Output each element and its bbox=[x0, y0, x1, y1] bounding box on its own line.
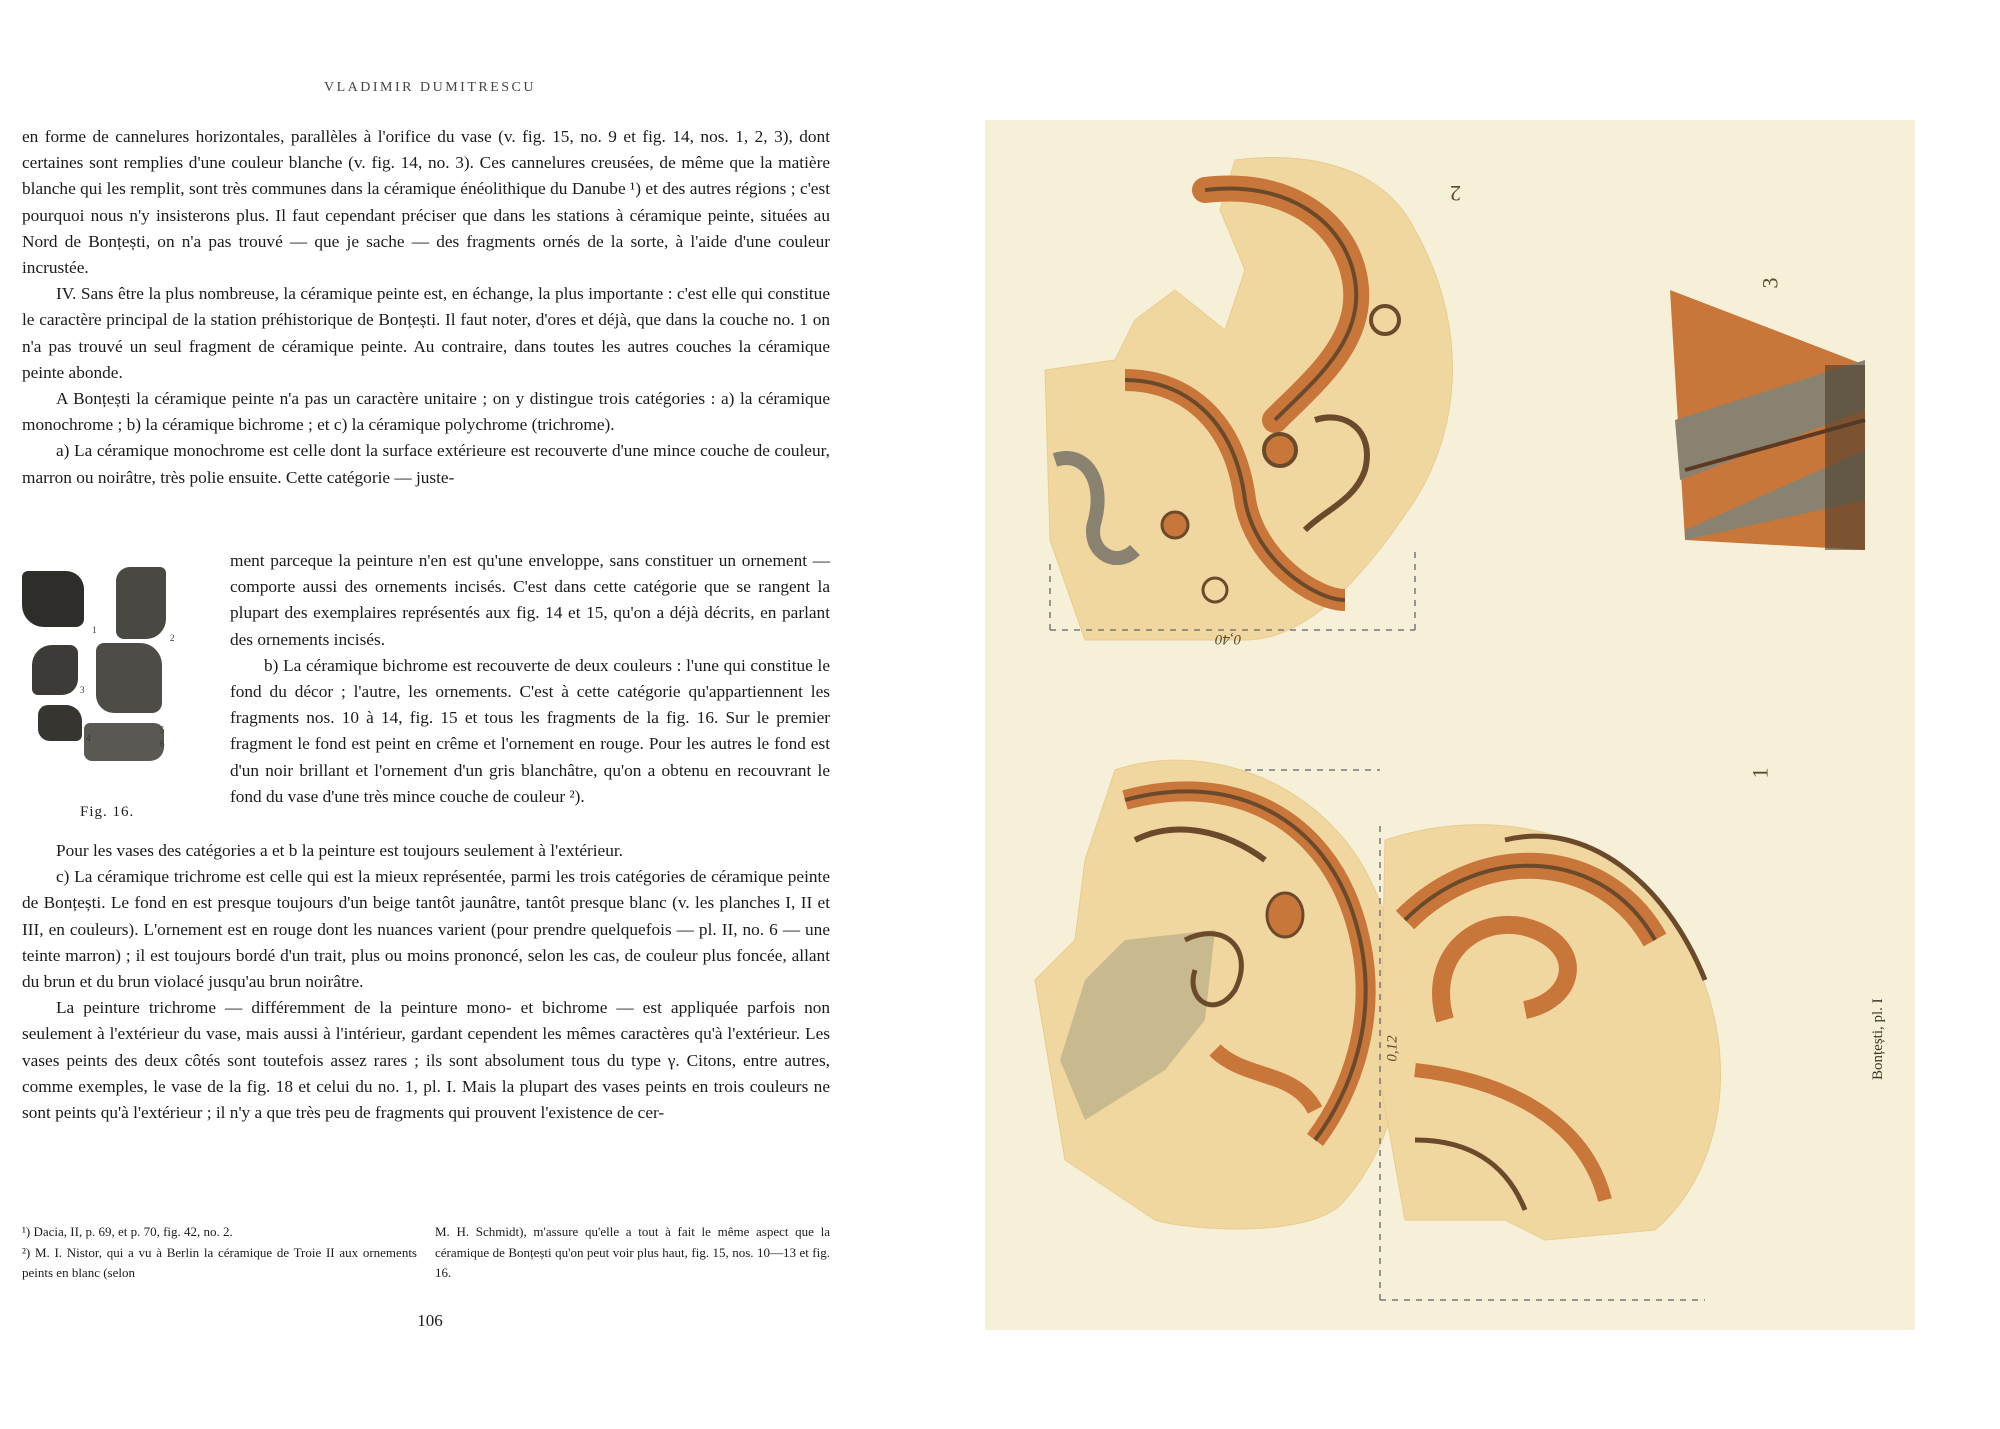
main-text-top bbox=[22, 124, 830, 491]
figure-16-sherds bbox=[20, 565, 185, 765]
plate-caption: Bonțești, pl. I bbox=[1870, 998, 1886, 1080]
figure-number: 4 bbox=[86, 733, 91, 743]
figure-number: 5 bbox=[160, 725, 165, 735]
sherd-fragment-1-left bbox=[1035, 760, 1404, 1229]
text-page bbox=[0, 0, 980, 1429]
plate-label-3: 3 bbox=[1757, 277, 1783, 289]
figure-number: 1 bbox=[92, 625, 97, 635]
plate-label-1: 1 bbox=[1747, 767, 1773, 779]
sherd-6 bbox=[84, 723, 164, 761]
sherd-2 bbox=[116, 567, 166, 639]
paragraph: La peinture trichrome — différemment de la peinture mono- et bichrome — est appliquée parfois non seulement à l'extérieur du vase, mais aussi à l'intérieur, gardant cependent les mêmes caractères qu'à l'extérieur. Les vases peints des deux côtés sont toutefois assez rares ; ils sont absolument tous du type γ. Citons, entre autres, comme exemples, le vase de la fig. 18 et celui du no. 1, pl. I. Mais la plupart des vases peints en trois couleurs ne sont peints qu'à l'extérieur ; il n'y a que très peu de fragments qui prouvent l'existence de cer- bbox=[22, 998, 830, 1123]
figure-number: 3 bbox=[80, 685, 85, 695]
sherd-5 bbox=[38, 705, 82, 741]
figure-number: 2 bbox=[170, 633, 175, 643]
paragraph: IV. Sans être la plus nombreuse, la céramique peinte est, en échange, la plus importante : c'est elle qui constitue le caractère principal de la station préhistorique de Bonțești. Il faut noter, d'ores et déjà, que dans la couche no. 1 on n'a pas trouvé un seul fragment de céramique peinte. Au contraire, dans toutes les autres couches la céramique peinte abonde. bbox=[22, 284, 830, 382]
sherd-4 bbox=[96, 643, 162, 713]
main-text-bottom bbox=[22, 838, 830, 1126]
footnote-column: M. H. Schmidt), m'assure qu'elle a tout à fait le même aspect que la céramique de Bonțești qu'on peut voir plus haut, fig. 15, nos. 10—13 et fig. 16. bbox=[435, 1224, 830, 1280]
paragraph: b) La céramique bichrome est recouverte de deux couleurs : l'une qui constitue le fond du décor ; l'autre, les ornements. C'est à cette catégorie qu'appartiennent les fragments nos. 10 à 14, fig. 15 et tous les fragments de la fig. 16. Sur le premier fragment le fond est peint en crême et l'ornement en rouge. Pour les autres le fond est d'un noir brillant et l'ornement d'un gris blanchâtre, qu'on a obtenu en recouvrant le fond du vase d'une très mince couche de couleur ²). bbox=[230, 655, 830, 806]
scale-label: 0,12 bbox=[1384, 1035, 1401, 1062]
color-plate bbox=[985, 120, 1915, 1330]
paragraph: c) La céramique trichrome est celle qui est la mieux représentée, parmi les trois catégories de céramique peinte de Bonțești. Le fond en est presque toujours d'un beige tantôt jaunâtre, tantôt presque blanc (v. les planches I, II et III, en couleurs). L'ornement est en rouge dont les nuances varient (pour prendre quelquefois — pl. II, no. 6 — une teinte marron) ; il est toujours bordé d'un trait, plus ou moins prononcé, selon les cas, de couleur plus foncée, allant du brun et du brun violacé jusqu'au brun noirâtre. bbox=[22, 867, 830, 992]
figure-caption: Fig. 16. bbox=[80, 804, 135, 820]
sherd-fragment-3 bbox=[1670, 290, 1865, 550]
sherd-fragment-2 bbox=[1045, 158, 1453, 640]
plate-label-2: 2 bbox=[1450, 181, 1461, 206]
running-head: VLADIMIR DUMITRESCU bbox=[324, 80, 536, 95]
paragraph: en forme de cannelures horizontales, parallèles à l'orifice du vase (v. fig. 15, no. 9 et fig. 14, nos. 1, 2, 3), dont certaines sont remplies d'une couleur blanche (v. fig. 14, no. 3). Ces cannelures creusées, de même que la matière blanche qui les remplit, sont très communes dans la céramique énéolithique du Danube ¹) et des autres régions ; c'est pourquoi nous n'y insisterons plus. Il faut cependant préciser que dans les stations à céramique peinte, situées au Nord de Bonțești, on n'a pas trouvé — que je sache — des fragments ornés de la sorte, à l'aide d'une couleur incrustée. bbox=[22, 127, 830, 278]
paragraph: a) La céramique monochrome est celle dont la surface extérieure est recouverte d'une mince couche de couleur, marron ou noirâtre, très polie ensuite. Cette catégorie — juste- bbox=[22, 441, 830, 487]
sherd-1 bbox=[22, 571, 84, 627]
plate-illustration bbox=[985, 120, 1915, 1330]
scale-label: 0,40 bbox=[1215, 631, 1242, 647]
figure-number: 6 bbox=[160, 739, 165, 749]
paragraph: A Bonțești la céramique peinte n'a pas un caractère unitaire ; on y distingue trois catégories : a) la céramique monochrome ; b) la céramique bichrome ; et c) la céramique polychrome (trichrome). bbox=[22, 389, 830, 435]
footnote-column: ¹) Dacia, II, p. 69, et p. 70, fig. 42, no. 2. ²) M. I. Nistor, qui a vu à Berlin la céramique de Troie II aux ornements peints en blanc (selon bbox=[22, 1224, 417, 1280]
paragraph: ment parceque la peinture n'en est qu'une enveloppe, sans constituer un ornement — comporte aussi des ornements incisés. C'est dans cette catégorie que se rangent la plupart des exemplaires représentés aux fig. 14 et 15, qu'on a déjà décrits, en parlant des ornements incisés. bbox=[230, 551, 830, 649]
page-number: 106 bbox=[417, 1311, 443, 1330]
paragraph: Pour les vases des catégories a et b la peinture est toujours seulement à l'extérieur. bbox=[56, 841, 623, 860]
sherd-3 bbox=[32, 645, 78, 695]
main-text-wrap bbox=[230, 548, 830, 810]
